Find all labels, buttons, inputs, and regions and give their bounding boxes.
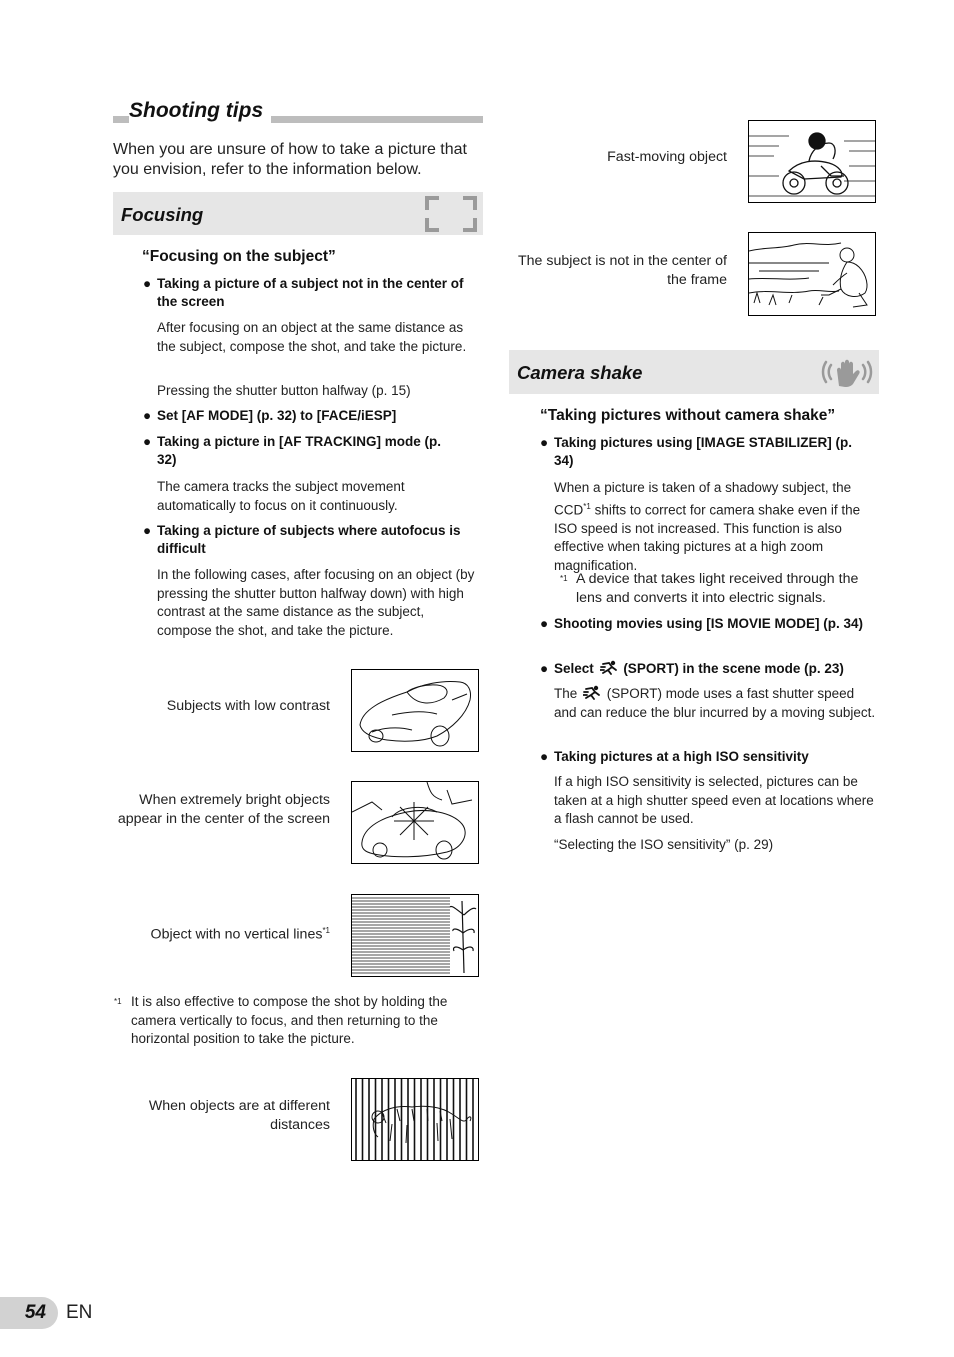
focusing-para-1b: Pressing the shutter button halfway (p. 15)	[157, 383, 411, 398]
af-frame-icon	[425, 196, 477, 232]
shake-bullet-3: ● Select (SPORT) in the scene mode (p. 23)	[540, 661, 844, 676]
focusing-para-3: The camera tracks the subject movement automatically to focus on it continuously.	[157, 479, 405, 513]
car-glare-illustration	[351, 781, 479, 864]
bullet-dot: ●	[143, 523, 152, 538]
focusing-subheading: “Focusing on the subject”	[142, 248, 336, 265]
footnote-mark: *1	[114, 997, 122, 1006]
page-number-tab	[0, 1297, 58, 1329]
motorcycle-illustration	[748, 120, 876, 203]
example-caption-different-distances: When objects are at different distances	[148, 1098, 330, 1133]
shake-footnote-mark: *1	[560, 574, 568, 583]
bullet-dot: ●	[143, 434, 152, 449]
footnote-text: It is also effective to compose the shot by holding the camera vertically to focus, and then returning to the horizontal position to take the picture.	[131, 994, 448, 1046]
focusing-bullet-1: ● Taking a picture of a subject not in the center of the screen	[143, 276, 464, 309]
shake-bullet-2: ● Shooting movies using [IS MOVIE MODE] (p. 34)	[540, 616, 864, 631]
sport-mode-icon	[600, 660, 618, 675]
camera-shake-heading-bar	[509, 350, 879, 394]
footnote-ref: *1	[322, 926, 330, 935]
person-lake-illustration	[748, 232, 876, 316]
bullet-dot: ●	[540, 661, 549, 676]
example-caption-off-center: The subject is not in the center of the frame	[518, 253, 727, 288]
focusing-para-4: In the following cases, after focusing on an object (by pressing the shutter button halfway down) with high contrast at the same distance as the subject, compose the shot, and take the picture.	[157, 567, 475, 638]
shake-para-4b: “Selecting the ISO sensitivity” (p. 29)	[554, 837, 774, 852]
example-caption-no-vertical-lines: Object with no vertical lines$^{*1}$	[150, 926, 330, 943]
focusing-bullet-2: ● Set [AF MODE] (p. 32) to [FACE/iESP]	[143, 408, 397, 423]
shake-bullet-4: ● Taking pictures at a high ISO sensitivity	[540, 749, 809, 764]
focusing-bullet-4: ● Taking a picture of subjects where autofocus is difficult	[143, 523, 461, 556]
bullet-dot: ●	[143, 276, 152, 291]
example-caption-low-contrast: Subjects with low contrast	[166, 698, 330, 714]
shaking-hand-icon	[819, 354, 875, 390]
bullet-dot: ●	[540, 435, 549, 450]
bullet-dot: ●	[540, 616, 549, 631]
shake-bullet-1: ● Taking pictures using [IMAGE STABILIZER] (p. 34)	[540, 435, 853, 468]
shake-para-4a: If a high ISO sensitivity is selected, pictures can be taken at a high shutter speed even at locations where a flash cannot be used.	[554, 774, 874, 826]
page-title: Shooting tips	[129, 99, 271, 123]
bullet-dot: ●	[143, 408, 152, 423]
shake-para-3: The (SPORT) mode uses a fast shutter speed and can reduce the blur incurred by a moving subject.	[554, 686, 876, 720]
horizontal-lines-illustration	[351, 894, 479, 977]
intro-text: When you are unsure of how to take a picture that you envision, refer to the information below.	[113, 141, 467, 178]
example-caption-bright-objects: When extremely bright objects appear in the center of the screen	[117, 792, 330, 827]
camera-shake-subheading: “Taking pictures without camera shake”	[540, 407, 836, 424]
focusing-heading-bar	[113, 192, 483, 235]
camera-shake-heading: Camera shake	[517, 362, 643, 383]
footnote-ref: *1	[583, 501, 591, 511]
car-sketch-illustration	[351, 669, 479, 752]
shake-para-1: When a picture is taken of a shadowy subject, the CCD$^{*1}$ shifts to correct for camera shake even if the ISO speed is not increased. This function is also effective when taking pictures at a high zoom magnification.	[554, 480, 861, 573]
example-caption-fast-moving: Fast-moving object	[607, 149, 727, 165]
page-number: 54	[24, 1302, 46, 1323]
bullet-dot: ●	[540, 749, 549, 764]
focusing-para-1a: After focusing on an object at the same distance as the subject, compose the shot, and take the picture.	[157, 320, 467, 354]
shake-footnote-text: A device that takes light received through the lens and converts it into electric signals.	[576, 571, 859, 606]
focusing-heading: Focusing	[121, 204, 204, 225]
language-code: EN	[66, 1302, 93, 1323]
sport-mode-icon	[583, 685, 601, 700]
focusing-bullet-3: ● Taking a picture in [AF TRACKING] mode (p. 32)	[143, 434, 442, 467]
tiger-bars-illustration	[351, 1078, 479, 1161]
page-title-bar	[113, 95, 483, 125]
